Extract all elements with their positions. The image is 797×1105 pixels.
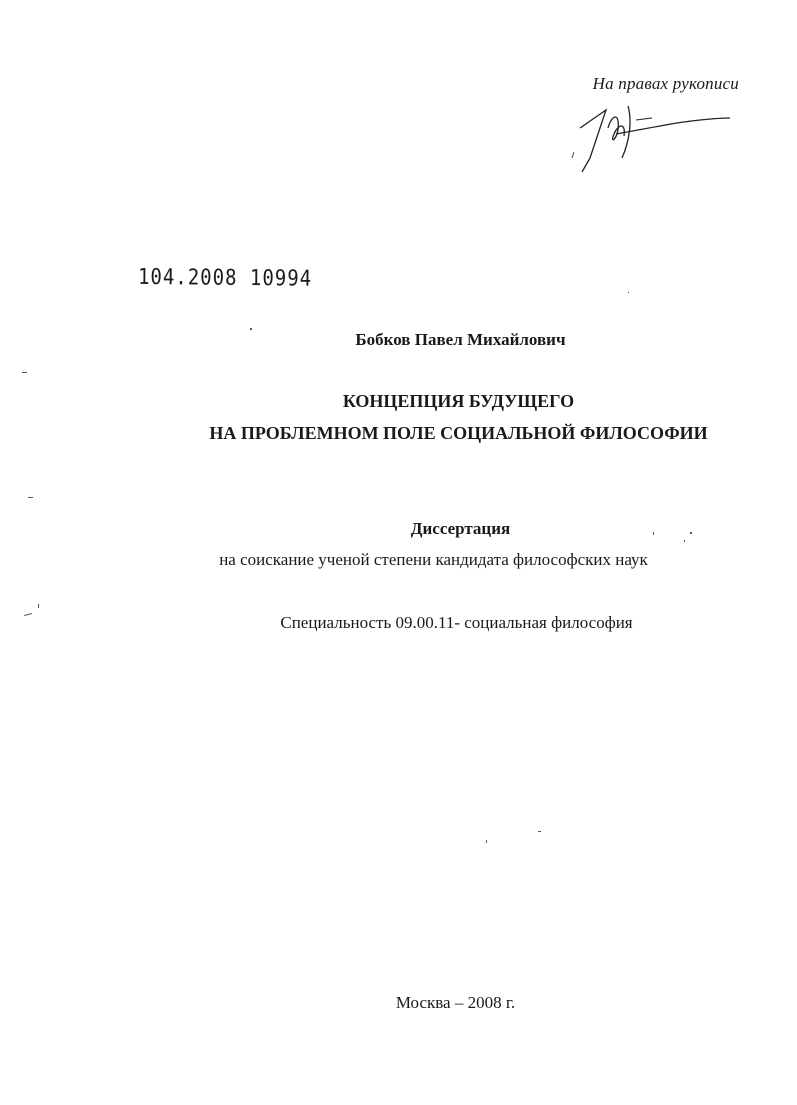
degree-description: на соискание ученой степени кандидата философских наук (219, 550, 648, 569)
specialty: Специальность 09.00.11- социальная философия (280, 613, 633, 632)
scan-speck (38, 604, 39, 608)
scan-speck (684, 540, 685, 542)
scan-speck (690, 532, 692, 534)
signature-icon (560, 100, 740, 180)
scan-speck (538, 831, 541, 832)
place-and-year: Москва – 2008 г. (395, 993, 516, 1012)
scan-speck (628, 292, 629, 293)
document-type: Диссертация (410, 519, 511, 538)
scan-speck (250, 328, 252, 330)
manuscript-note: На правах рукописи (592, 74, 739, 93)
thesis-title-line-1: КОНЦЕПЦИЯ БУДУЩЕГО (342, 391, 575, 411)
thesis-title-line-2: НА ПРОБЛЕМНОМ ПОЛЕ СОЦИАЛЬНОЙ ФИЛОСОФИИ (209, 423, 708, 443)
scan-speck (486, 840, 487, 843)
inventory-number: 104.2008 10994 (137, 264, 313, 292)
author-name: Бобков Павел Михайлович (355, 330, 566, 349)
scan-speck (653, 532, 654, 535)
scan-speck (28, 497, 33, 498)
scan-speck (22, 372, 27, 373)
scan-speck (24, 613, 32, 616)
